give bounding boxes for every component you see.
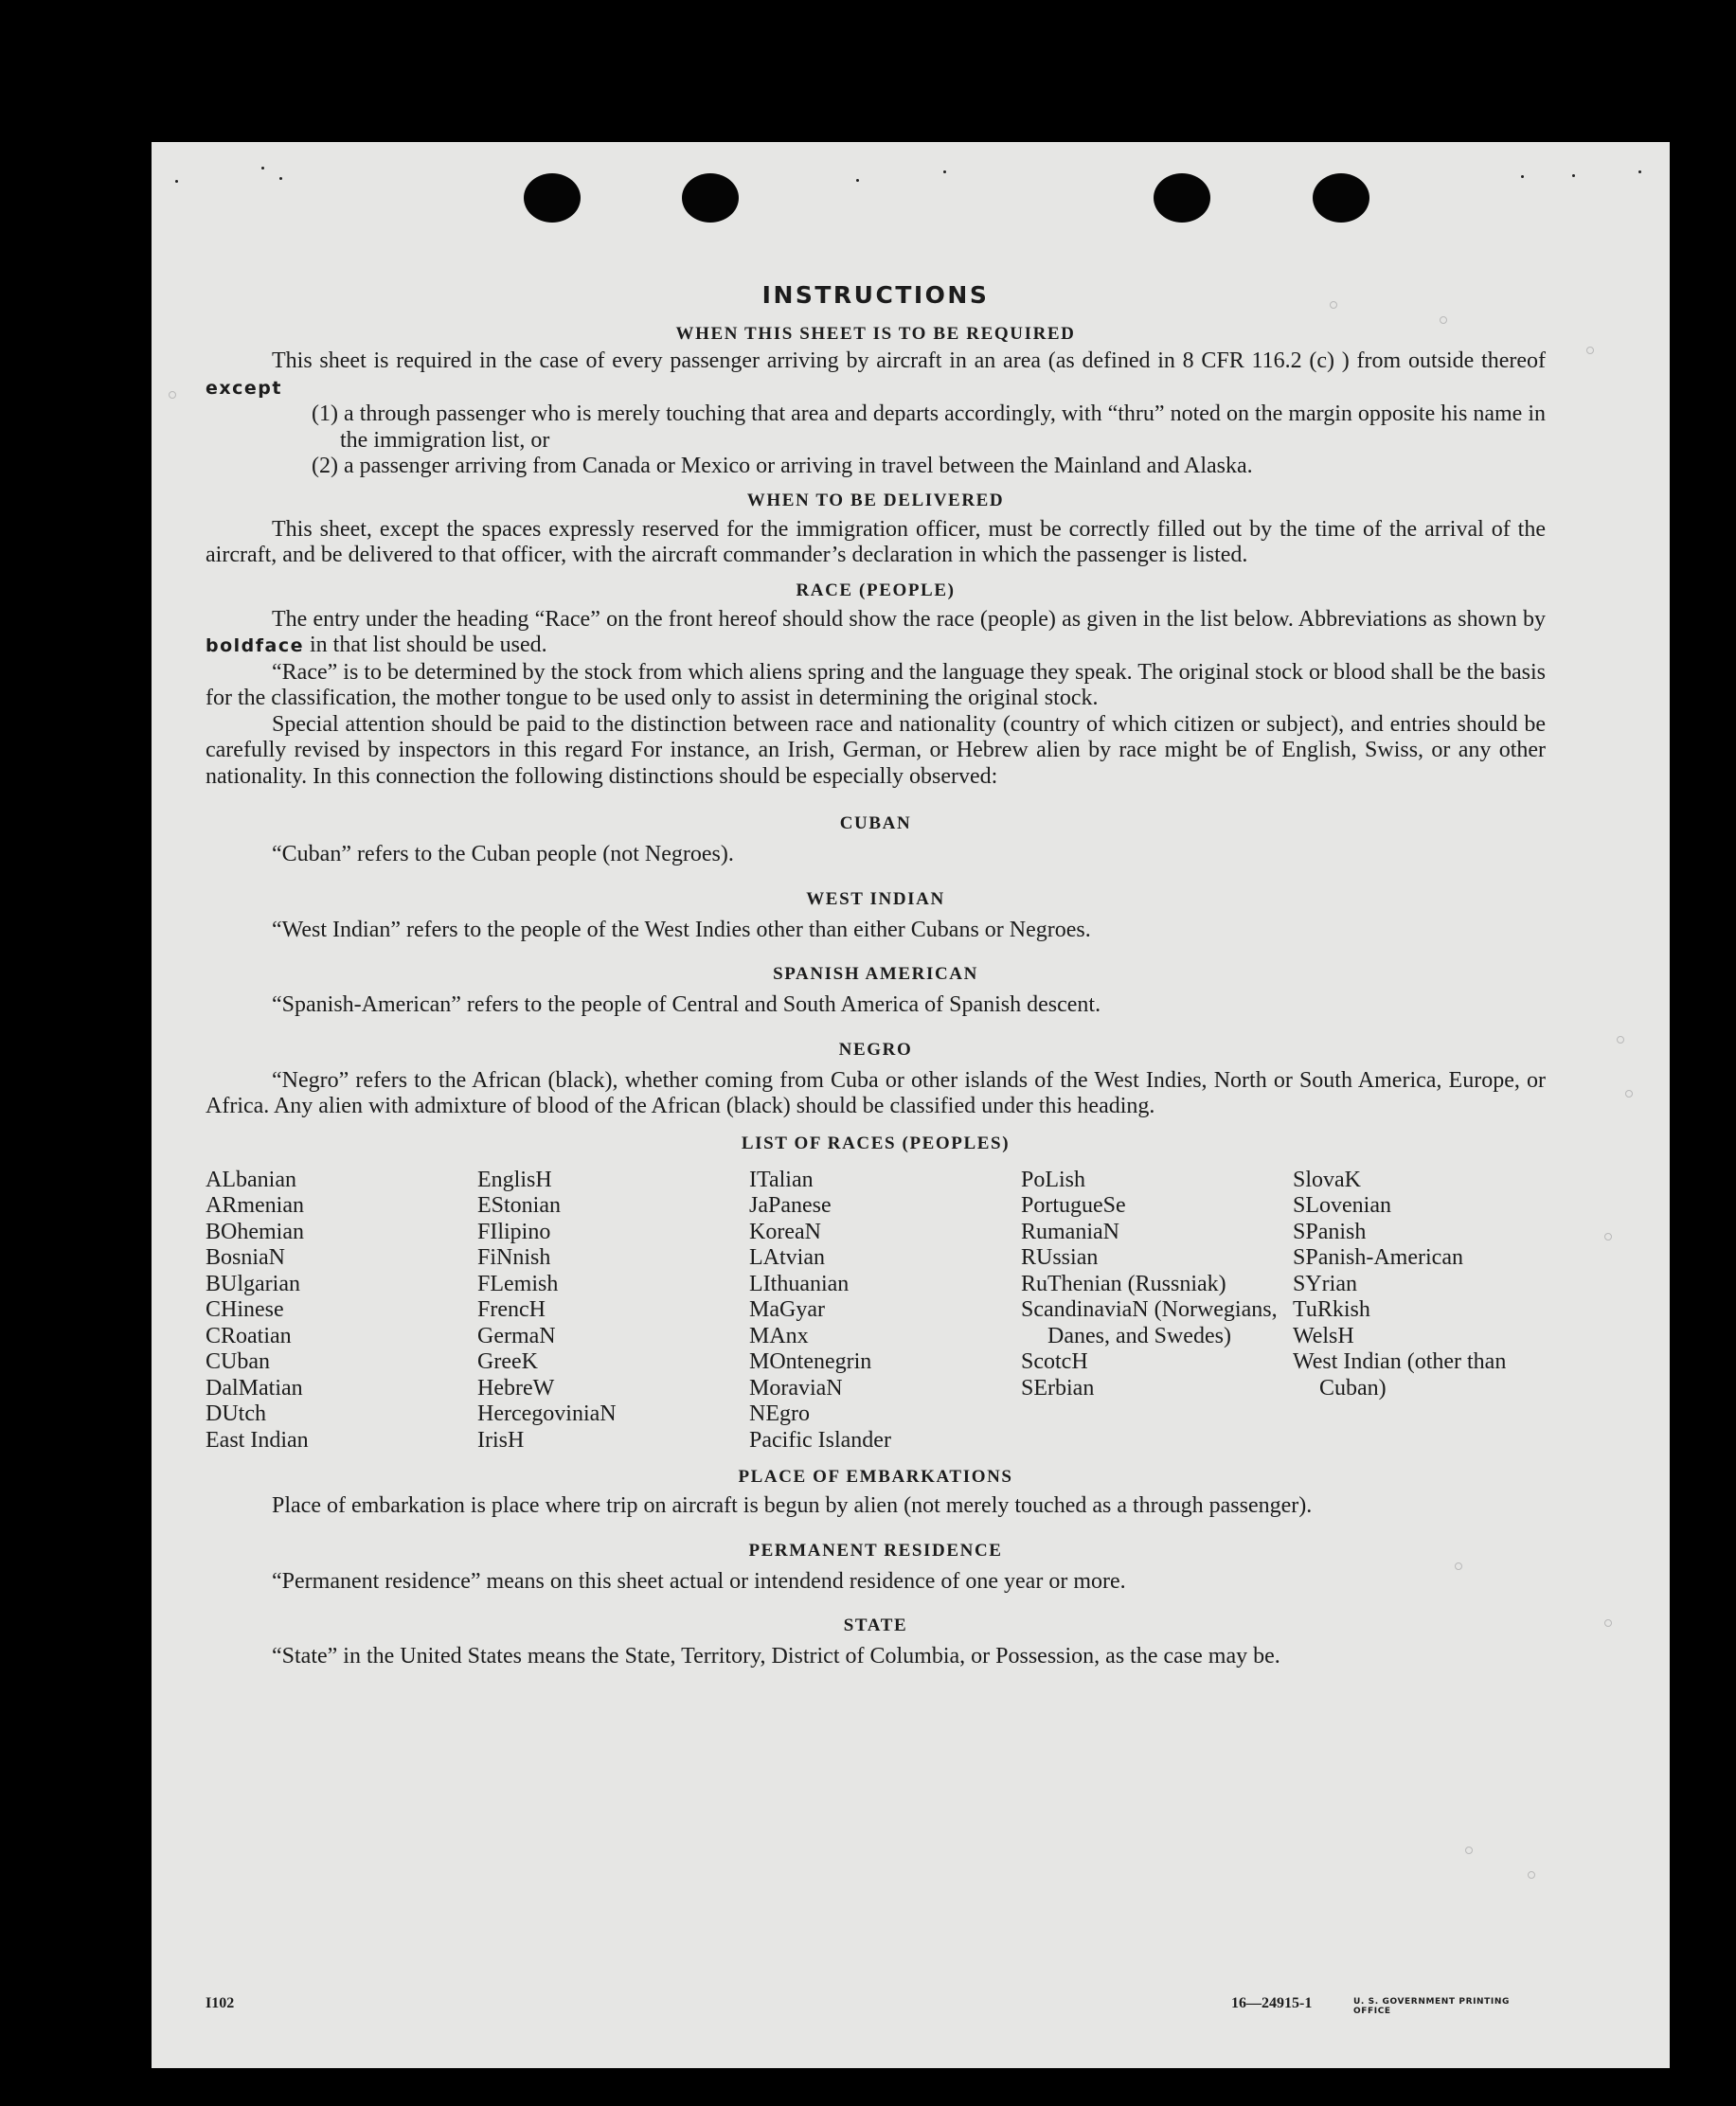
race-item: SPanish-American	[1293, 1245, 1463, 1270]
page-footer	[206, 1995, 1546, 2024]
race-item: FiNnish	[477, 1245, 551, 1270]
printer-imprint: U. S. GOVERNMENT PRINTING OFFICE	[1353, 1997, 1510, 2016]
race-column	[749, 1168, 1021, 1455]
race-item: MoraviaN	[749, 1375, 843, 1401]
race-item: DalMatian	[206, 1375, 303, 1401]
race-item: ITalian	[749, 1167, 814, 1192]
race-item: MOntenegrin	[749, 1349, 872, 1374]
race-item: West Indian (other than Cuban)	[1293, 1349, 1507, 1401]
race-item: NEgro	[749, 1401, 810, 1426]
race-column	[477, 1168, 749, 1455]
race-item: RumaniaN	[1021, 1219, 1119, 1244]
heading-race: RACE (PEOPLE)	[796, 580, 956, 600]
race-item: Pacific Islander	[749, 1427, 891, 1453]
race-item: ARmenian	[206, 1193, 304, 1218]
speck	[169, 391, 176, 399]
race-item: SLovenian	[1293, 1193, 1391, 1218]
except-word: except	[206, 377, 282, 399]
race-item: TuRkish	[1293, 1297, 1370, 1322]
speck	[856, 179, 859, 182]
exception-item-1: (1) a through passenger who is merely touching that area and departs accordingly, with “thru” noted on the margin opposite his name in the immigration list, or	[312, 402, 1546, 453]
race-item: FIlipino	[477, 1219, 551, 1244]
instructions-content	[206, 281, 1546, 1670]
race-item: RUssian	[1021, 1245, 1099, 1270]
heading-cuban: CUBAN	[839, 813, 912, 833]
speck	[175, 180, 178, 183]
race-item: SYrian	[1293, 1271, 1357, 1296]
heading-when-required: WHEN THIS SHEET IS TO BE REQUIRED	[675, 324, 1076, 344]
race-item: CHinese	[206, 1297, 284, 1322]
cuban-text: “Cuban” refers to the Cuban people (not Negroes).	[272, 842, 734, 866]
print-number: 16—24915-1	[1231, 1995, 1313, 2011]
race-column	[1293, 1168, 1546, 1455]
race-item: East Indian	[206, 1427, 309, 1453]
race-item: SErbian	[1021, 1375, 1095, 1401]
race-item: ALbanian	[206, 1167, 296, 1192]
heading-when-delivered: WHEN TO BE DELIVERED	[746, 490, 1005, 510]
race-item: GermaN	[477, 1323, 556, 1348]
form-number: I102	[206, 1995, 235, 2011]
race-item: IrisH	[477, 1427, 525, 1453]
race-item: FLemish	[477, 1271, 559, 1296]
race-item: MAnx	[749, 1323, 809, 1348]
speck	[1528, 1871, 1535, 1879]
race-column	[1021, 1168, 1293, 1455]
embarkation-text: Place of embarkation is place where trip on aircraft is begun by alien (not merely touched as a through passenger).	[272, 1493, 1313, 1518]
when-delivered-text: This sheet, except the spaces expressly reserved for the immigration officer, must be correctly filled out by the time of the arrival of the aircraft, and be delivered to that officer, with the aircraft commander’s declaration in which the passenger is listed.	[206, 516, 1546, 567]
race-paragraph-2: “Race” is to be determined by the stock from which aliens spring and the language they speak. The original stock or blood shall be the basis for the classification, the mother tongue to be used only to assist in determining the original stock.	[206, 659, 1546, 710]
race-item: SPanish	[1293, 1219, 1367, 1244]
race-item: PortugueSe	[1021, 1193, 1126, 1218]
document-page	[152, 142, 1670, 2068]
race-item: JaPanese	[749, 1193, 832, 1218]
heading-permanent-residence: PERMANENT RESIDENCE	[748, 1540, 1003, 1561]
race-item: LAtvian	[749, 1245, 825, 1270]
race-item: BOhemian	[206, 1219, 304, 1244]
punch-hole	[524, 173, 581, 223]
race-item: SlovaK	[1293, 1167, 1361, 1192]
punch-hole	[1154, 173, 1210, 223]
speck	[1638, 170, 1641, 173]
race-item: HebreW	[477, 1375, 555, 1401]
west-indian-text: “West Indian” refers to the people of the West Indies other than either Cubans or Negroes.	[272, 917, 1091, 942]
heading-negro: NEGRO	[838, 1039, 913, 1060]
speck	[1521, 175, 1524, 178]
race-item: ScandinaviaN (Norwegians, Danes, and Swedes)	[1021, 1297, 1278, 1348]
race-item: LIthuanian	[749, 1271, 850, 1296]
speck	[279, 177, 282, 180]
race-item: CRoatian	[206, 1323, 292, 1348]
race-item: BosniaN	[206, 1245, 285, 1270]
heading-west-indian: WEST INDIAN	[806, 888, 945, 909]
speck	[1586, 347, 1594, 354]
state-text: “State” in the United States means the State, Territory, District of Columbia, or Possession, as the case may be.	[272, 1644, 1280, 1669]
speck	[1572, 174, 1575, 177]
race-item: DUtch	[206, 1401, 266, 1426]
heading-list-of-races: LIST OF RACES (PEOPLES)	[741, 1133, 1011, 1153]
race-item: WelsH	[1293, 1323, 1354, 1348]
punch-hole	[1313, 173, 1369, 223]
page-title: INSTRUCTIONS	[761, 281, 990, 309]
race-item: GreeK	[477, 1349, 538, 1374]
race-item: CUban	[206, 1349, 270, 1374]
race-item: ScotcH	[1021, 1349, 1088, 1374]
race-list	[206, 1168, 1546, 1455]
speck	[1465, 1847, 1473, 1854]
speck	[943, 170, 946, 173]
heading-state: STATE	[843, 1615, 908, 1635]
boldface-sample: boldface	[206, 635, 305, 656]
punch-hole	[682, 173, 739, 223]
race-item: KoreaN	[749, 1219, 821, 1244]
speck	[1604, 1233, 1612, 1240]
race-column	[206, 1168, 477, 1455]
race-item: FrencH	[477, 1297, 546, 1322]
race-item: EStonian	[477, 1193, 561, 1218]
spanish-american-text: “Spanish-American” refers to the people of Central and South America of Spanish descent.	[272, 992, 1101, 1017]
speck	[1625, 1090, 1633, 1098]
heading-spanish-american: SPANISH AMERICAN	[773, 964, 978, 984]
negro-text: “Negro” refers to the African (black), whether coming from Cuba or other islands of the West Indies, North or South America, Europe, or Africa. Any alien with admixture of blood of the African (black) should be classified under this heading.	[206, 1067, 1546, 1118]
permanent-residence-text: “Permanent residence” means on this sheet actual or intendend residence of one year or more.	[272, 1568, 1126, 1594]
race-item: RuThenian (Russniak)	[1021, 1271, 1226, 1296]
speck	[1604, 1619, 1612, 1627]
race-paragraph-1: The entry under the heading “Race” on the front hereof should show the race (people) as given in the list below. Abbreviations as shown by boldface in that list should be used.	[206, 606, 1546, 657]
heading-embarkation: PLACE OF EMBARKATIONS	[738, 1467, 1013, 1487]
race-item: EnglisH	[477, 1167, 552, 1192]
race-paragraph-3: Special attention should be paid to the distinction between race and nationality (country of which citizen or subject), and entries should be carefully revised by inspectors in this regard For instance, an Irish, German, or Hebrew alien by race might be of English, Swiss, or any other nationality. In this connection the following distinctions should be especially observed:	[206, 711, 1546, 789]
race-item: PoLish	[1021, 1167, 1086, 1192]
exception-list	[206, 402, 1546, 480]
race-item: MaGyar	[749, 1297, 825, 1322]
race-item: HercegoviniaN	[477, 1401, 617, 1426]
race-item: BUlgarian	[206, 1271, 300, 1296]
exception-item-2: (2) a passenger arriving from Canada or Mexico or arriving in travel between the Mainland and Alaska.	[312, 454, 1253, 478]
speck	[1617, 1036, 1624, 1044]
when-required-text: This sheet is required in the case of every passenger arriving by aircraft in an area (as defined in 8 CFR 116.2 (c) ) from outside thereof except	[206, 348, 1546, 399]
speck	[261, 167, 264, 170]
